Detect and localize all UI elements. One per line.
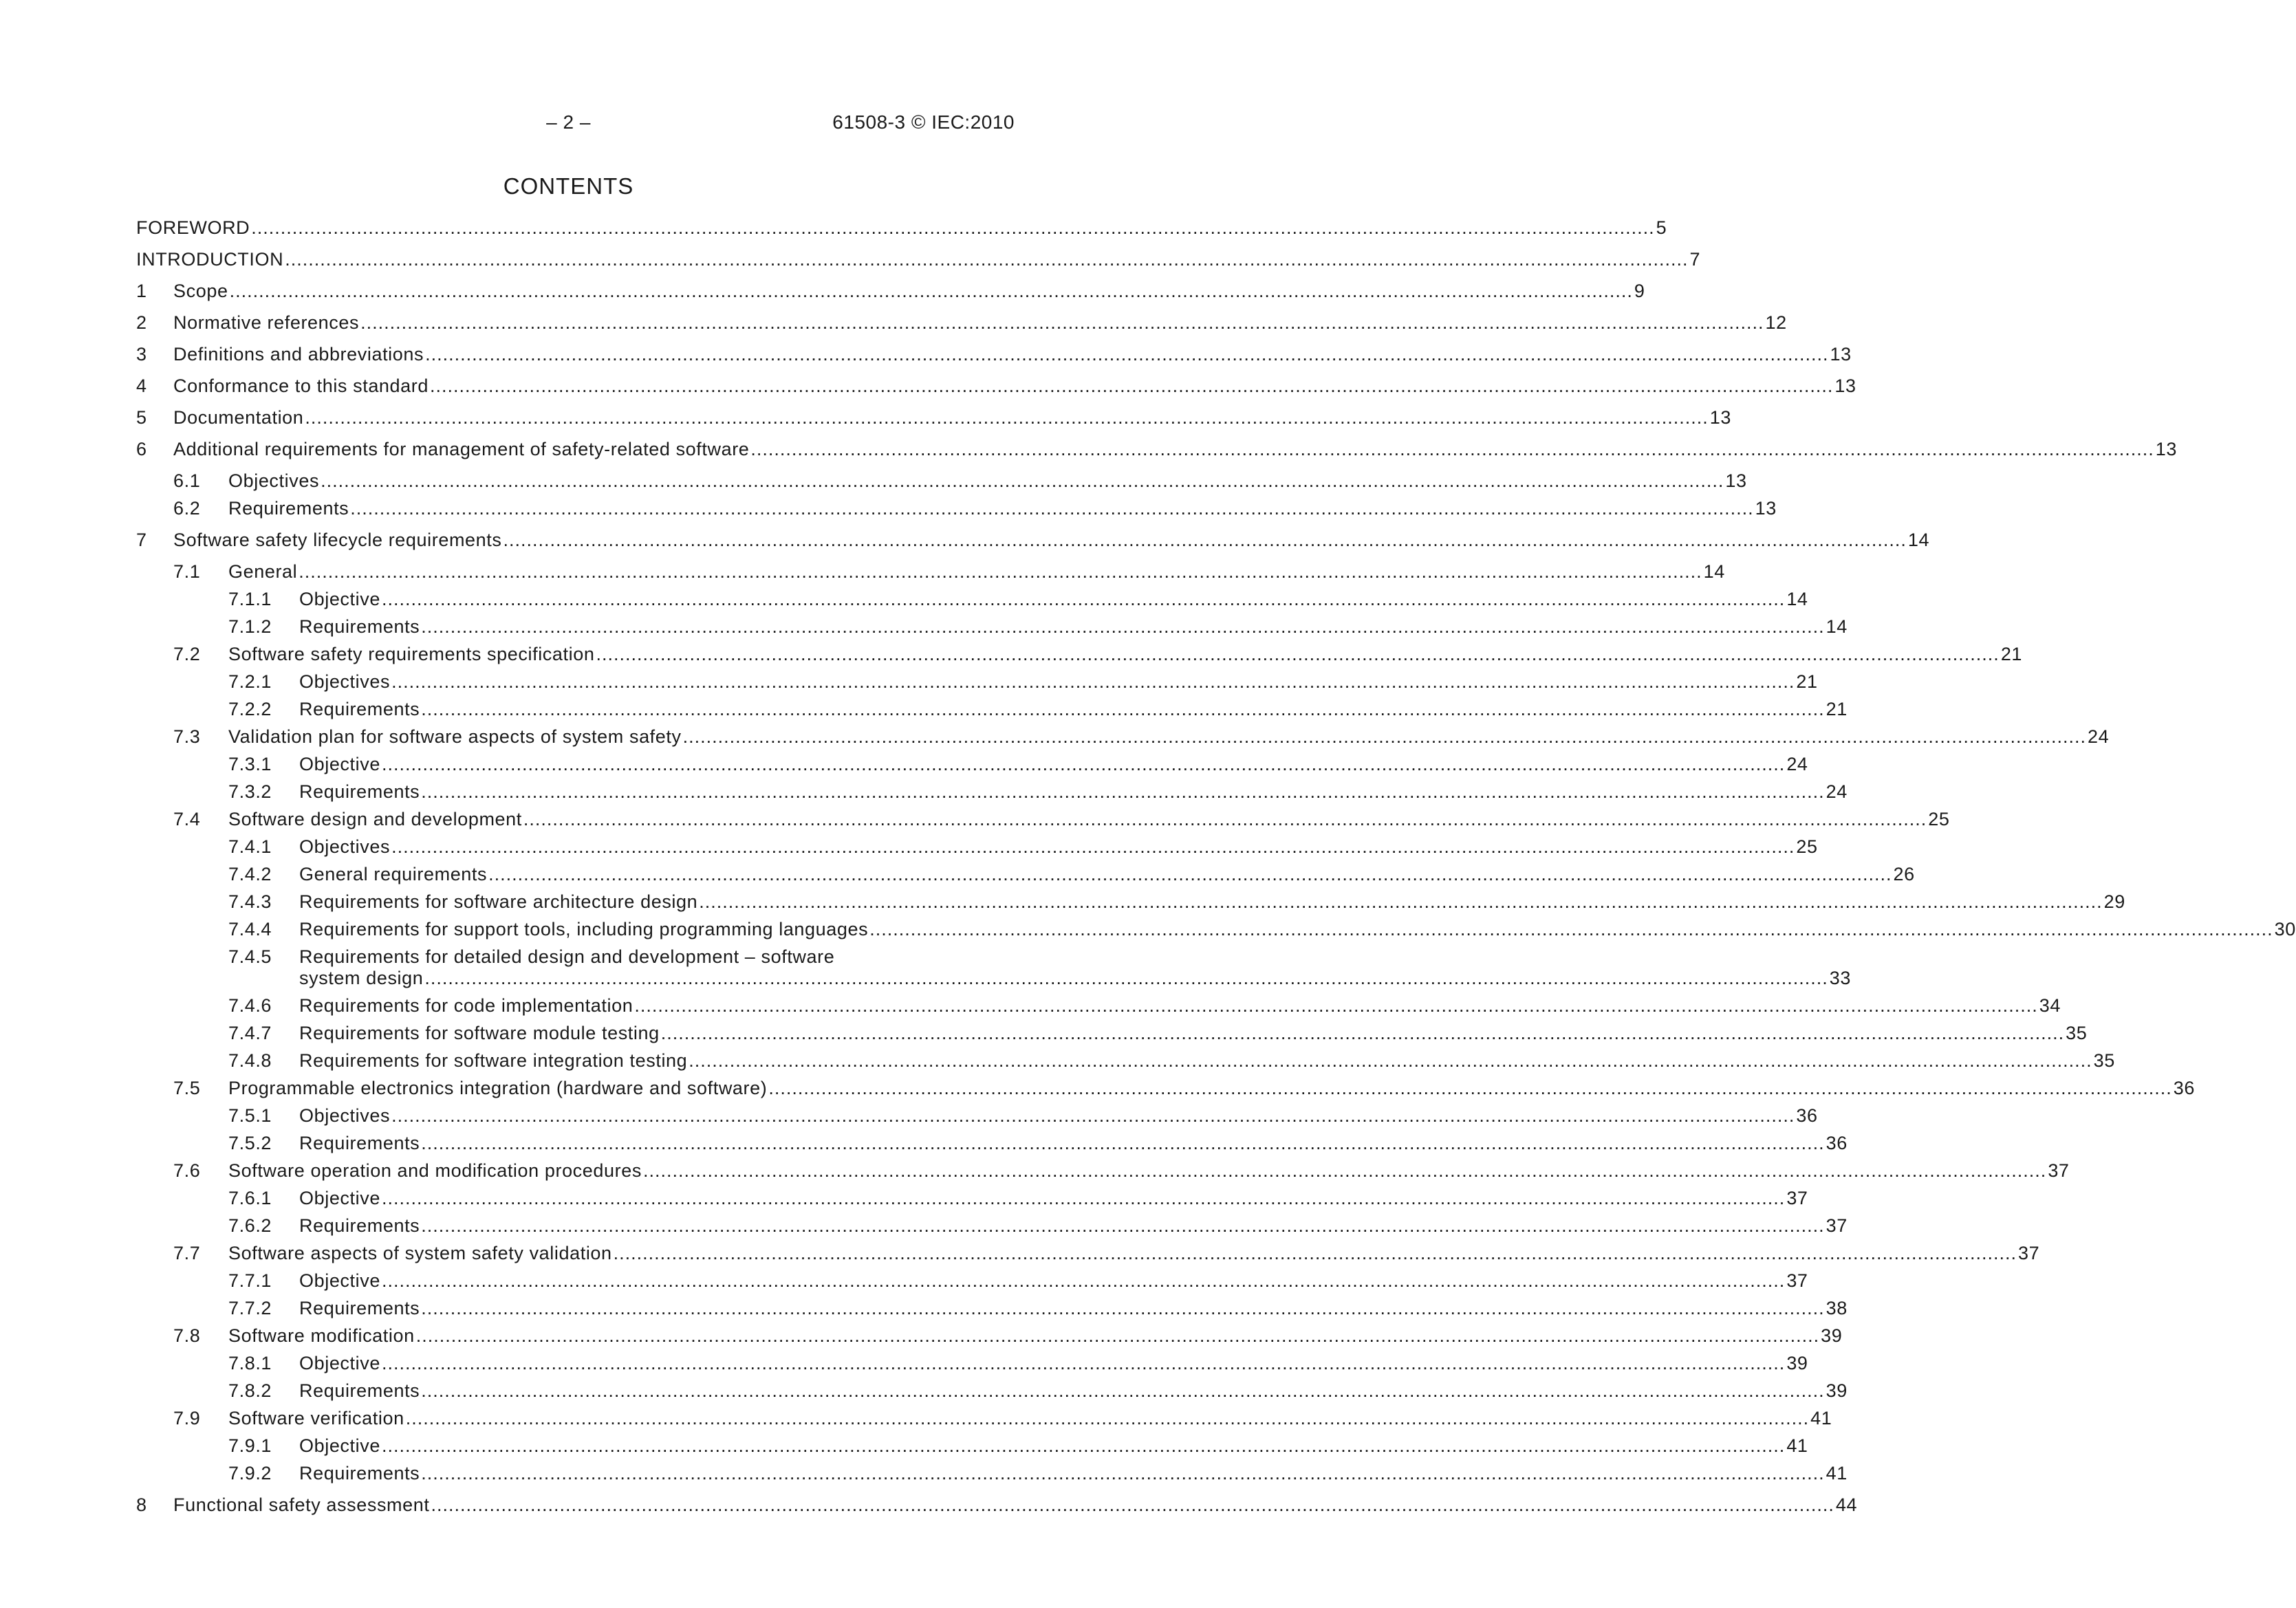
toc-entry-page: 44 <box>1835 1495 1858 1515</box>
toc-entry[interactable] <box>136 1078 2195 1099</box>
toc-entry-number: 7.9 <box>173 1408 201 1428</box>
toc-entry-page: 37 <box>1786 1188 1808 1208</box>
toc-entry[interactable] <box>136 407 1731 428</box>
page-number: – 2 – <box>546 111 591 133</box>
toc-entry-number: 7.4.4 <box>228 919 272 939</box>
toc-entry-label: Objective <box>299 589 380 609</box>
dot-leader <box>421 1298 1824 1319</box>
toc-entry-label: Requirements for software integration testing <box>299 1050 688 1071</box>
toc-entry[interactable] <box>136 1105 1818 1127</box>
toc-entry-label: Additional requirements for management of safety-related software <box>173 439 750 459</box>
toc-entry-number: 8 <box>136 1495 147 1515</box>
toc-entry-number: 7.4.6 <box>228 995 272 1016</box>
toc-entry[interactable] <box>136 376 1856 397</box>
toc-entry-number: 7.5.2 <box>228 1133 272 1153</box>
toc-entry-page: 37 <box>1826 1215 1848 1236</box>
toc-entry-number: 7.5 <box>173 1078 201 1098</box>
toc-entry-page: 36 <box>1826 1133 1848 1153</box>
toc-entry-label: Requirements <box>299 1215 420 1236</box>
toc-entry-label: Objective <box>299 1435 380 1456</box>
toc-entry-label: Definitions and abbreviations <box>173 344 424 365</box>
toc-entry[interactable] <box>136 439 2178 460</box>
toc-entry-label: INTRODUCTION <box>136 249 284 270</box>
toc-entry-page: 14 <box>1703 561 1725 582</box>
toc-entry-number: 7.8 <box>173 1325 201 1346</box>
toc-entry[interactable] <box>136 946 1851 989</box>
toc-entry[interactable] <box>136 1023 2088 1044</box>
dot-leader <box>360 312 1764 334</box>
toc-entry-number: 5 <box>136 407 147 428</box>
toc-entry-number: 7.2 <box>173 644 201 664</box>
dot-leader <box>230 281 1633 302</box>
toc-entry-label: Requirements for detailed design and development – software <box>299 946 835 967</box>
toc-entry-page: 21 <box>2000 644 2023 664</box>
page-title: CONTENTS <box>503 173 634 199</box>
toc-entry-page: 14 <box>1907 530 1930 550</box>
toc-entry-label: Requirements for software architecture design <box>299 891 698 912</box>
toc-entry-label: Software design and development <box>228 809 522 829</box>
toc-entry-page: 21 <box>1826 699 1848 719</box>
toc-entry-number: 7.3.1 <box>228 754 272 774</box>
dot-leader <box>421 1380 1824 1402</box>
toc-entry-number: 7.9.1 <box>228 1435 272 1456</box>
toc-entry-number: 6.1 <box>173 470 201 491</box>
toc-entry-number: 1 <box>136 281 147 301</box>
dot-leader <box>305 407 1708 428</box>
toc-entry-label: Objectives <box>299 1105 391 1126</box>
toc-entry[interactable] <box>136 530 1930 551</box>
dot-leader <box>391 671 1795 693</box>
toc-entry[interactable] <box>136 470 1747 492</box>
toc-entry-label: Objectives <box>299 671 391 692</box>
toc-entry[interactable] <box>136 1435 1808 1457</box>
dot-leader <box>750 439 2154 460</box>
toc-entry-number: 7.4 <box>173 809 201 829</box>
toc-entry[interactable] <box>136 726 2110 748</box>
toc-entry-page: 41 <box>1826 1463 1848 1484</box>
dot-leader <box>382 589 1785 610</box>
toc-entry-label: Software safety lifecycle requirements <box>173 530 502 550</box>
dot-leader <box>431 1495 1834 1516</box>
toc-entry-page: 41 <box>1810 1408 1832 1428</box>
dot-leader <box>251 217 1654 239</box>
toc-entry-label: General <box>228 561 298 582</box>
dot-leader <box>425 344 1828 365</box>
toc-entry-page: 35 <box>2093 1050 2115 1071</box>
dot-leader <box>421 699 1824 720</box>
toc-entry-number: 4 <box>136 376 147 396</box>
toc-entry[interactable] <box>136 589 1808 610</box>
toc-entry-page: 14 <box>1826 616 1848 637</box>
toc-entry-page: 25 <box>1796 836 1818 857</box>
toc-entry-label: Requirements for support tools, including programming languages <box>299 919 869 939</box>
toc-entry[interactable] <box>136 1188 1808 1209</box>
toc-entry-number: 7.8.1 <box>228 1353 272 1373</box>
toc-entry-page: 26 <box>1893 864 1915 884</box>
toc-entry-label: Requirements <box>299 1133 420 1153</box>
toc-entry[interactable] <box>136 1495 1858 1516</box>
dot-leader <box>683 726 2086 748</box>
toc-entry[interactable] <box>136 671 1818 693</box>
toc-entry[interactable] <box>136 1353 1808 1374</box>
toc-entry-number: 7.4.8 <box>228 1050 272 1071</box>
toc-entry-number: 7.6.1 <box>228 1188 272 1208</box>
dot-leader <box>382 1270 1785 1292</box>
dot-leader <box>321 470 1724 492</box>
dot-leader <box>424 968 1828 989</box>
toc-entry-page: 13 <box>1725 470 1747 491</box>
toc-entry-label: Objective <box>299 754 380 774</box>
toc-entry-label: Requirements <box>228 498 349 519</box>
toc-entry-page: 13 <box>1834 376 1856 396</box>
toc-entry-label: Requirements <box>299 699 420 719</box>
dot-leader <box>503 530 1907 551</box>
toc-entry[interactable] <box>136 249 1701 270</box>
toc-entry[interactable] <box>136 919 2296 940</box>
dot-leader <box>634 995 2037 1017</box>
toc-entry-number: 2 <box>136 312 147 333</box>
toc-entry[interactable] <box>136 1270 1808 1292</box>
toc-entry-page: 37 <box>2018 1243 2040 1263</box>
dot-leader <box>421 1133 1824 1154</box>
dot-leader <box>421 1215 1824 1237</box>
toc-entry-label: Functional safety assessment <box>173 1495 430 1515</box>
toc-entry-page: 33 <box>1829 968 1851 988</box>
toc-entry-label: Software modification <box>228 1325 415 1346</box>
toc-entry-page: 35 <box>2066 1023 2088 1043</box>
toc-entry-label: Objective <box>299 1353 380 1373</box>
toc-entry[interactable] <box>136 836 1818 858</box>
toc-entry-number: 7.1.2 <box>228 616 272 637</box>
toc-entry[interactable] <box>136 864 1915 885</box>
dot-leader <box>421 616 1824 638</box>
dot-leader <box>689 1050 2092 1072</box>
table-of-contents <box>136 217 2296 1516</box>
dot-leader <box>488 864 1892 885</box>
toc-entry[interactable] <box>136 312 1787 334</box>
dot-leader <box>382 1188 1785 1209</box>
toc-entry-page: 24 <box>1786 754 1808 774</box>
toc-entry-page: 24 <box>1826 781 1848 802</box>
toc-entry-page: 13 <box>1830 344 1852 365</box>
toc-entry-number: 7.7 <box>173 1243 201 1263</box>
toc-entry-page: 21 <box>1796 671 1818 692</box>
dot-leader <box>382 1435 1785 1457</box>
toc-entry-page: 39 <box>1826 1380 1848 1401</box>
toc-entry-number: 7.3.2 <box>228 781 272 802</box>
dot-leader <box>430 376 1833 397</box>
toc-entry-label: Requirements <box>299 1380 420 1401</box>
toc-entry-number: 7.1 <box>173 561 201 582</box>
toc-entry[interactable] <box>136 781 1848 803</box>
toc-entry-label: FOREWORD <box>136 217 250 238</box>
toc-entry-page: 41 <box>1786 1435 1808 1456</box>
toc-entry-number: 7.7.2 <box>228 1298 272 1318</box>
toc-entry-page: 36 <box>1796 1105 1818 1126</box>
toc-entry[interactable] <box>136 1133 1848 1154</box>
toc-entry[interactable] <box>136 1298 1848 1319</box>
toc-entry-number: 7.4.5 <box>228 946 272 967</box>
dot-leader <box>416 1325 1819 1347</box>
toc-entry[interactable] <box>136 281 1645 302</box>
toc-entry[interactable] <box>136 891 2125 913</box>
toc-entry[interactable] <box>136 1380 1848 1402</box>
toc-entry[interactable] <box>136 561 1725 583</box>
toc-entry[interactable] <box>136 1215 1848 1237</box>
toc-entry-label: Scope <box>173 281 228 301</box>
toc-entry-number: 7.4.1 <box>228 836 272 857</box>
toc-entry-page: 37 <box>2048 1160 2070 1181</box>
toc-entry-page: 29 <box>2103 891 2125 912</box>
toc-entry[interactable] <box>136 616 1848 638</box>
toc-entry-label: Objectives <box>299 836 391 857</box>
toc-entry[interactable] <box>136 1463 1848 1484</box>
toc-entry-label: Software aspects of system safety validation <box>228 1243 612 1263</box>
toc-entry-page: 30 <box>2274 919 2296 939</box>
toc-entry-label: Software verification <box>228 1408 404 1428</box>
toc-entry-label: Validation plan for software aspects of system safety <box>228 726 682 747</box>
toc-entry-label: Conformance to this standard <box>173 376 429 396</box>
toc-entry[interactable] <box>136 217 1667 239</box>
dot-leader <box>523 809 1927 830</box>
toc-entry-number: 6 <box>136 439 147 459</box>
dot-leader <box>699 891 2102 913</box>
toc-entry-page: 14 <box>1786 589 1808 609</box>
toc-entry-number: 7.9.2 <box>228 1463 272 1484</box>
toc-entry-number: 7 <box>136 530 147 550</box>
dot-leader <box>661 1023 2064 1044</box>
toc-entry-label: Requirements <box>299 616 420 637</box>
toc-entry-label: Requirements for software module testing <box>299 1023 660 1043</box>
toc-entry-label: Requirements <box>299 781 420 802</box>
toc-entry-number: 6.2 <box>173 498 201 519</box>
toc-entry-page: 34 <box>2039 995 2061 1016</box>
toc-entry[interactable] <box>136 1325 1843 1347</box>
dot-leader <box>350 498 1753 519</box>
toc-entry-number: 7.6 <box>173 1160 201 1181</box>
toc-entry[interactable] <box>136 644 2023 665</box>
toc-entry-label: Software operation and modification procedures <box>228 1160 642 1181</box>
toc-entry-page: 38 <box>1826 1298 1848 1318</box>
toc-entry-page: 37 <box>1786 1270 1808 1291</box>
toc-entry-label: Objective <box>299 1188 380 1208</box>
toc-entry-label: Objectives <box>228 470 320 491</box>
toc-entry-page: 13 <box>1755 498 1777 519</box>
toc-entry-label: Requirements <box>299 1298 420 1318</box>
toc-entry-label: Normative references <box>173 312 360 333</box>
toc-entry-label: General requirements <box>299 864 488 884</box>
toc-entry-page: 7 <box>1689 249 1701 270</box>
toc-entry-label: Software safety requirements specification <box>228 644 595 664</box>
toc-entry[interactable] <box>136 1243 2040 1264</box>
dot-leader <box>299 561 1702 583</box>
document-reference: 61508-3 © IEC:2010 <box>832 111 1015 133</box>
toc-entry-label: Objective <box>299 1270 380 1291</box>
toc-entry[interactable] <box>136 1050 2115 1072</box>
toc-entry-page: 13 <box>2155 439 2178 459</box>
toc-entry-label: Requirements for code implementation <box>299 995 633 1016</box>
dot-leader <box>382 1353 1785 1374</box>
dot-leader <box>596 644 1999 665</box>
dot-leader <box>421 1463 1824 1484</box>
toc-entry-label: Documentation <box>173 407 304 428</box>
toc-entry-page: 39 <box>1786 1353 1808 1373</box>
dot-leader <box>382 754 1785 775</box>
dot-leader <box>614 1243 2017 1264</box>
toc-entry-page: 25 <box>1928 809 1950 829</box>
dot-leader <box>768 1078 2172 1099</box>
toc-entry-number: 7.8.2 <box>228 1380 272 1401</box>
toc-entry-number: 7.2.2 <box>228 699 272 719</box>
toc-entry-page: 24 <box>2087 726 2110 747</box>
toc-entry-number: 7.4.2 <box>228 864 272 884</box>
dot-leader <box>391 1105 1795 1127</box>
toc-entry-label-line2: system design <box>299 968 424 988</box>
dot-leader <box>406 1408 1809 1429</box>
toc-entry-label: Requirements <box>299 1463 420 1484</box>
toc-entry[interactable] <box>136 1408 1832 1429</box>
toc-entry-number: 7.5.1 <box>228 1105 272 1126</box>
toc-entry-page: 5 <box>1656 217 1667 238</box>
toc-entry-number: 7.6.2 <box>228 1215 272 1236</box>
toc-entry[interactable] <box>136 699 1848 720</box>
toc-entry[interactable] <box>136 1160 2070 1182</box>
toc-entry[interactable] <box>136 809 1950 830</box>
toc-entry[interactable] <box>136 754 1808 775</box>
toc-entry-page: 36 <box>2173 1078 2195 1098</box>
toc-entry-page: 39 <box>1821 1325 1843 1346</box>
toc-entry-page: 13 <box>1709 407 1731 428</box>
toc-entry[interactable] <box>136 344 1852 365</box>
dot-leader <box>391 836 1795 858</box>
toc-entry-number: 7.2.1 <box>228 671 272 692</box>
toc-entry-label-wrap <box>299 946 1851 989</box>
toc-entry-label-continuation <box>299 968 1851 989</box>
toc-entry-label: Programmable electronics integration (hardware and software) <box>228 1078 768 1098</box>
dot-leader <box>285 249 1688 270</box>
toc-entry-page: 12 <box>1765 312 1787 333</box>
toc-entry-number: 7.4.7 <box>228 1023 272 1043</box>
dot-leader <box>869 919 2273 940</box>
toc-entry-number: 7.3 <box>173 726 201 747</box>
toc-entry-number: 7.1.1 <box>228 589 272 609</box>
toc-entry[interactable] <box>136 995 2061 1017</box>
toc-entry[interactable] <box>136 498 1777 519</box>
dot-leader <box>643 1160 2046 1182</box>
toc-entry-number: 3 <box>136 344 147 365</box>
toc-entry-number: 7.4.3 <box>228 891 272 912</box>
toc-entry-page: 9 <box>1634 281 1645 301</box>
dot-leader <box>421 781 1824 803</box>
toc-entry-number: 7.7.1 <box>228 1270 272 1291</box>
